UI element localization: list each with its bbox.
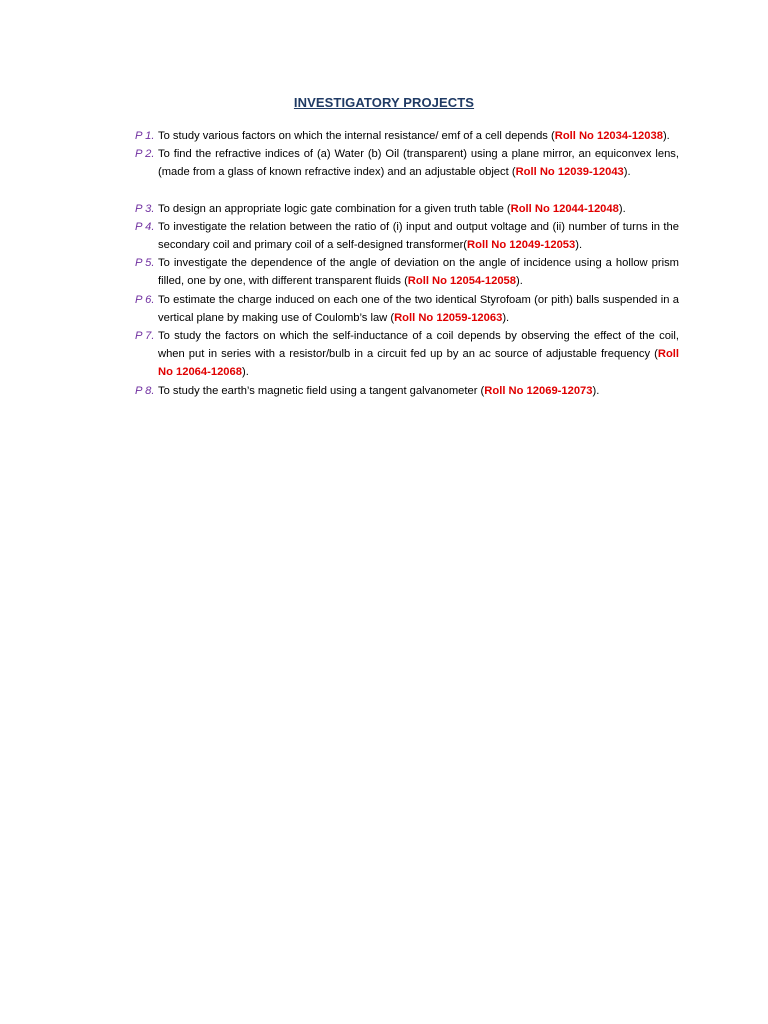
project-label: P 7. — [135, 330, 155, 343]
project-label: P 5. — [135, 257, 155, 270]
project-text: To study the earth’s magnetic field using a tangent galvanometer ( — [158, 384, 485, 397]
project-text: To study various factors on which the internal resistance/ emf of a cell depends ( — [158, 130, 555, 142]
project-item-p5 — [135, 254, 679, 290]
project-description — [158, 200, 679, 218]
project-label: P 6. — [135, 293, 155, 306]
roll-number-range: Roll No 12069-12073 — [484, 384, 593, 397]
project-item-p7 — [135, 327, 679, 382]
roll-number-range: Roll No 12044-12048 — [510, 202, 619, 215]
project-list — [135, 127, 679, 400]
project-text: To investigate the dependence of the angle of deviation on the angle of incidence using a hollow prism filled, one by one, with different transparent fluids ( — [158, 257, 679, 288]
project-text: To find the refractive indices of (a) Water (b) Oil (transparent) using a plane mirror, an equiconvex lens, (made from a glass of known refractive index) and an adjustable object ( — [158, 148, 679, 179]
project-text-end: ). — [575, 239, 583, 252]
project-item-p6 — [135, 291, 679, 327]
project-description — [158, 382, 679, 400]
project-item-p4 — [135, 218, 679, 254]
project-text-end: ). — [592, 384, 600, 397]
project-label: P 8. — [135, 384, 155, 397]
project-text: To study the factors on which the self-inductance of a coil depends by observing the effect of the coil, when put in series with a resistor/bulb in a circuit fed up by an ac source of adjustable frequency ( — [158, 330, 679, 361]
project-description — [158, 127, 679, 145]
roll-number-range: Roll No 12064-12068 — [158, 348, 679, 379]
project-description — [158, 254, 679, 290]
project-label: P 3. — [135, 202, 155, 215]
project-description — [158, 218, 679, 254]
project-text-end: ). — [618, 202, 626, 215]
project-label: P 4. — [135, 220, 155, 233]
project-text-end: ). — [516, 275, 523, 288]
project-text: To estimate the charge induced on each one of the two identical Styrofoam (or pith) balls suspended in a vertical plane by making use of Coulomb’s law ( — [158, 293, 679, 324]
roll-number-range: Roll No 12059-12063 — [394, 311, 503, 324]
roll-number-range: Roll No 12039-12043 — [515, 166, 624, 179]
roll-number-range: Roll No 12049-12053 — [467, 239, 576, 252]
project-text: To investigate the relation between the ratio of (i) input and output voltage and (ii) number of turns in the secondary coil and primary coil of a self-designed transformer( — [158, 220, 679, 252]
project-text-end: ). — [241, 366, 249, 379]
project-label: P 1. — [135, 130, 155, 142]
roll-number-range: Roll No 12034-12038 — [554, 130, 663, 142]
project-item-p8 — [135, 382, 679, 400]
project-text-end: ). — [502, 311, 510, 324]
project-item-p3 — [135, 200, 679, 218]
project-text-end: ). — [623, 166, 631, 179]
project-item-p1 — [135, 127, 679, 145]
project-label: P 2. — [135, 148, 155, 161]
page-title: INVESTIGATORY PROJECTS — [293, 95, 475, 110]
project-text-end: ). — [662, 130, 670, 142]
project-description — [158, 145, 679, 181]
project-text: To design an appropriate logic gate combination for a given truth table ( — [158, 202, 511, 215]
project-description — [158, 291, 679, 327]
roll-number-range: Roll No 12054-12058 — [407, 275, 517, 288]
project-item-p2 — [135, 145, 679, 181]
project-description — [158, 327, 679, 382]
